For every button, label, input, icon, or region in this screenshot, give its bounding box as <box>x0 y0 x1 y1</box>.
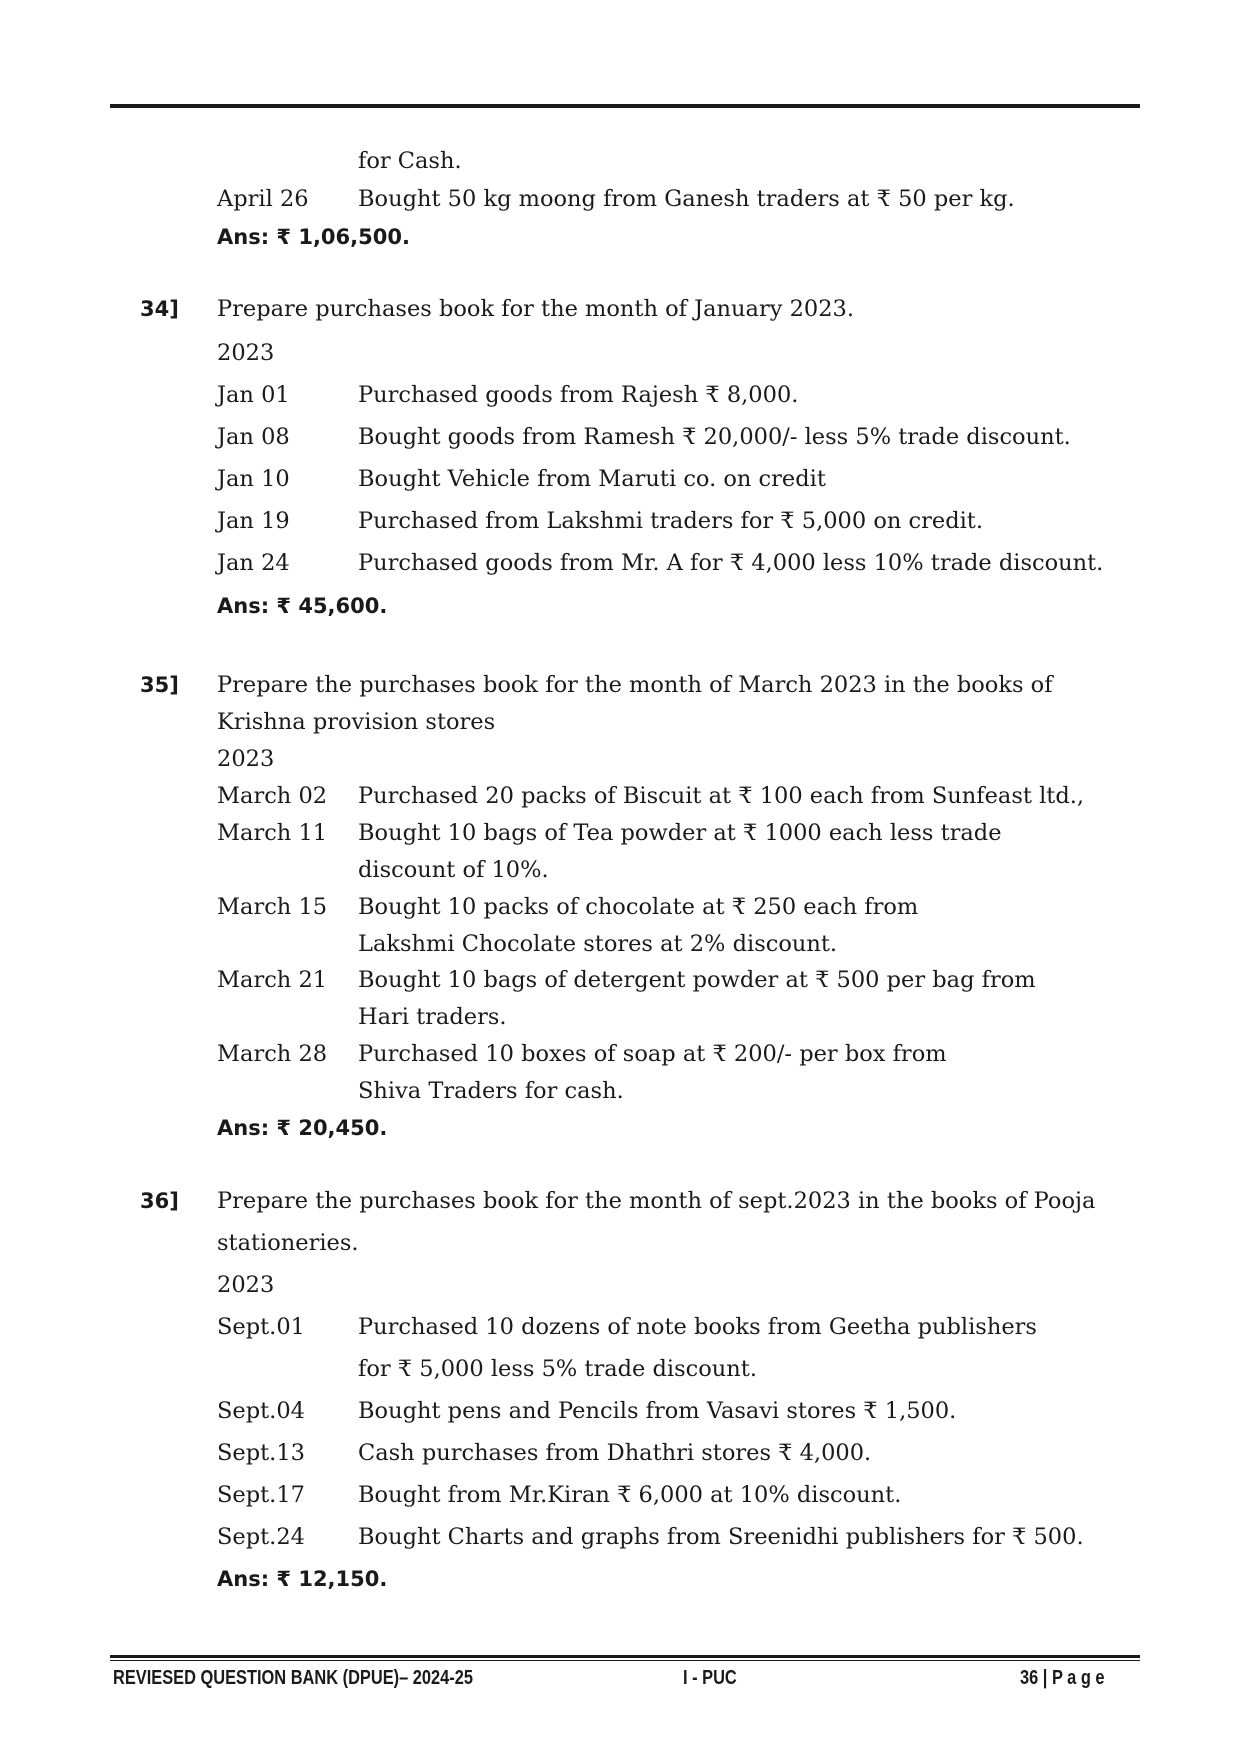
q36-answer: Ans: ₹ 12,150. <box>217 1567 388 1591</box>
q33-answer: Ans: ₹ 1,06,500. <box>217 225 410 249</box>
q36-entry-date: Sept.24 <box>217 1524 305 1550</box>
q36-entry-text: Bought pens and Pencils from Vasavi stores ₹ 1,500. <box>358 1398 957 1424</box>
q36-year: 2023 <box>217 1272 275 1298</box>
q33-entry-date: April 26 <box>217 186 309 212</box>
q36-entry-text: Purchased 10 dozens of note books from Geetha publishers <box>358 1314 1037 1340</box>
q35-entry-text-cont: discount of 10%. <box>358 857 549 883</box>
q36-question-line1: Prepare the purchases book for the month of sept.2023 in the books of Pooja <box>217 1188 1096 1214</box>
q35-entry-text: Purchased 10 boxes of soap at ₹ 200/- per box from <box>358 1041 947 1067</box>
q35-entry-date: March 02 <box>217 783 328 809</box>
q35-year: 2023 <box>217 746 275 772</box>
footer-title: REVIESED QUESTION BANK (DPUE)– 2024-25 <box>113 1667 473 1689</box>
q34-entry-text: Bought goods from Ramesh ₹ 20,000/- less 5% trade discount. <box>358 424 1071 450</box>
footer-rule <box>110 1655 1140 1658</box>
q36-entry-text-cont: for ₹ 5,000 less 5% trade discount. <box>358 1356 757 1382</box>
q36-entry-text: Bought from Mr.Kiran ₹ 6,000 at 10% discount. <box>358 1482 902 1508</box>
q35-entry-text: Purchased 20 packs of Biscuit at ₹ 100 each from Sunfeast ltd., <box>358 783 1085 809</box>
q35-entry-date: March 21 <box>217 967 328 993</box>
q36-entry-date: Sept.01 <box>217 1314 305 1340</box>
q35-entry-date: March 11 <box>217 820 328 846</box>
q34-entry-text: Purchased from Lakshmi traders for ₹ 5,000 on credit. <box>358 508 983 534</box>
q34-entry-text: Purchased goods from Mr. A for ₹ 4,000 less 10% trade discount. <box>358 550 1104 576</box>
q36-entry-text: Cash purchases from Dhathri stores ₹ 4,000. <box>358 1440 872 1466</box>
footer-class: I - PUC <box>683 1667 737 1689</box>
q34-entry-date: Jan 24 <box>217 550 290 576</box>
q36-entry-text: Bought Charts and graphs from Sreenidhi publishers for ₹ 500. <box>358 1524 1084 1550</box>
q34-entry-text: Purchased goods from Rajesh ₹ 8,000. <box>358 382 799 408</box>
q34-entry-date: Jan 01 <box>217 382 290 408</box>
q36-entry-date: Sept.04 <box>217 1398 305 1424</box>
q36-question-line2: stationeries. <box>217 1230 359 1256</box>
q35-answer: Ans: ₹ 20,450. <box>217 1116 388 1140</box>
q35-question-line2: Krishna provision stores <box>217 709 496 735</box>
q34-year: 2023 <box>217 340 275 366</box>
q35-entry-date: March 28 <box>217 1041 328 1067</box>
q35-entry-text: Bought 10 bags of Tea powder at ₹ 1000 each less trade <box>358 820 1002 846</box>
q34-answer: Ans: ₹ 45,600. <box>217 594 388 618</box>
q35-entry-text: Bought 10 bags of detergent powder at ₹ 500 per bag from <box>358 967 1036 993</box>
q35-entry-text-cont: Lakshmi Chocolate stores at 2% discount. <box>358 931 838 957</box>
footer-rule-thin <box>110 1660 1140 1661</box>
q34-question: Prepare purchases book for the month of January 2023. <box>217 296 854 322</box>
q33-entry-text: Bought 50 kg moong from Ganesh traders at ₹ 50 per kg. <box>358 186 1015 212</box>
q36-entry-date: Sept.13 <box>217 1440 305 1466</box>
q35-question-line1: Prepare the purchases book for the month of March 2023 in the books of <box>217 672 1053 698</box>
header-rule <box>110 104 1140 108</box>
q35-entry-text: Bought 10 packs of chocolate at ₹ 250 each from <box>358 894 919 920</box>
q34-entry-date: Jan 19 <box>217 508 290 534</box>
q36-entry-date: Sept.17 <box>217 1482 305 1508</box>
q34-number: 34] <box>140 297 179 321</box>
q34-entry-text: Bought Vehicle from Maruti co. on credit <box>358 466 826 492</box>
q35-entry-text-cont: Hari traders. <box>358 1004 507 1030</box>
q35-entry-date: March 15 <box>217 894 328 920</box>
q35-entry-text-cont: Shiva Traders for cash. <box>358 1078 624 1104</box>
q34-entry-date: Jan 08 <box>217 424 290 450</box>
q35-number: 35] <box>140 673 179 697</box>
footer-page-number: 36 | P a g e <box>1020 1667 1105 1689</box>
q36-number: 36] <box>140 1189 179 1213</box>
q34-entry-date: Jan 10 <box>217 466 290 492</box>
q33-continued-text: for Cash. <box>358 148 462 174</box>
